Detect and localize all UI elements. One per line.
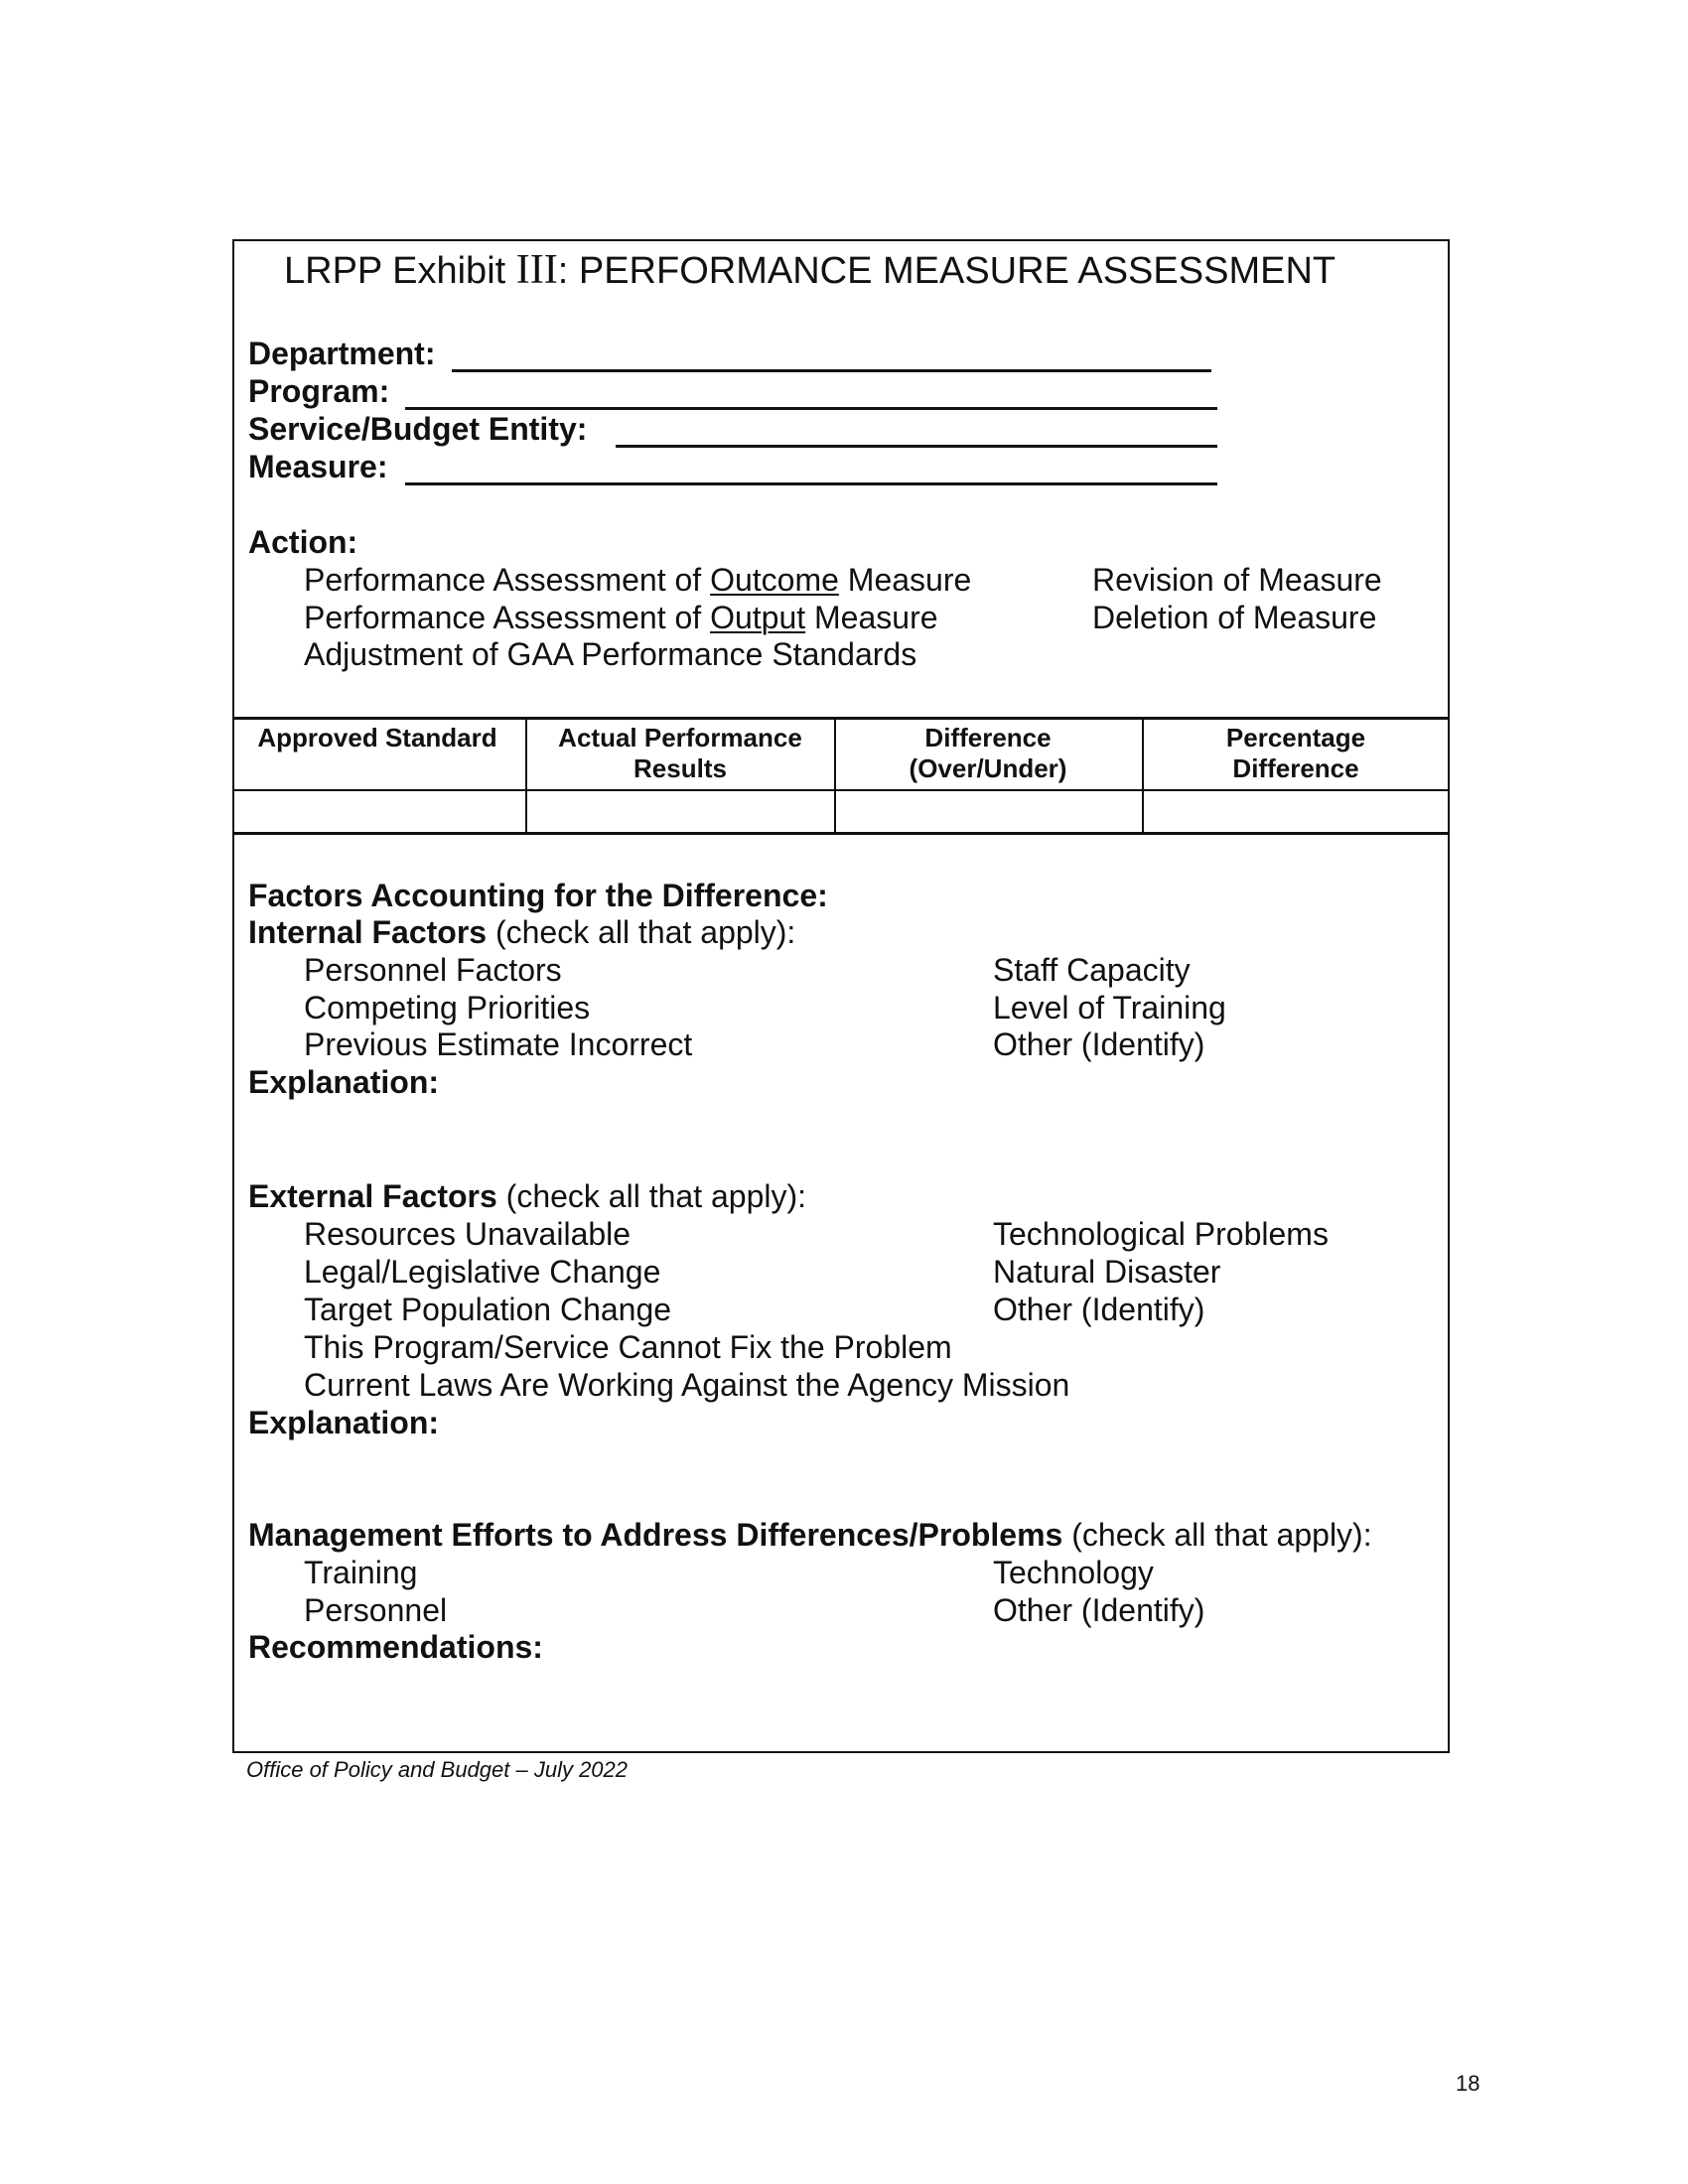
action-option-outcome[interactable]: Performance Assessment of Outcome Measure	[304, 562, 972, 598]
title-roman-numeral: III	[515, 247, 558, 293]
management-effort-item[interactable]: Other (Identify)	[993, 1592, 1205, 1628]
internal-factor-item[interactable]: Staff Capacity	[993, 952, 1191, 988]
measure-field-line[interactable]	[405, 482, 1217, 485]
external-factors-heading: External Factors (check all that apply):	[248, 1178, 807, 1214]
internal-factor-item[interactable]: Competing Priorities	[304, 990, 591, 1025]
program-field-line[interactable]	[405, 407, 1217, 410]
department-field-line[interactable]	[452, 369, 1211, 372]
internal-factor-item[interactable]: Level of Training	[993, 990, 1226, 1025]
measure-label: Measure:	[248, 449, 388, 484]
external-factor-item[interactable]: This Program/Service Cannot Fix the Problem	[304, 1329, 952, 1365]
cell-percentage-difference[interactable]	[1144, 792, 1448, 830]
col-header-approved-standard: Approved Standard	[257, 723, 497, 752]
internal-factor-item[interactable]: Other (Identify)	[993, 1026, 1205, 1062]
exhibit-title	[284, 246, 1336, 294]
table-top-border	[232, 717, 1450, 720]
management-effort-item[interactable]: Training	[304, 1555, 418, 1590]
action-label: Action:	[248, 524, 358, 560]
page-number: 18	[1456, 2071, 1480, 2096]
action-option-output[interactable]: Performance Assessment of Output Measure	[304, 600, 938, 635]
footer-source: Office of Policy and Budget – July 2022	[246, 1757, 629, 1782]
title-prefix: LRPP Exhibit	[284, 250, 516, 292]
col-header-difference: Difference (Over/Under)	[909, 723, 1067, 783]
service-budget-entity-label: Service/Budget Entity:	[248, 411, 588, 447]
action-option-adjustment[interactable]: Adjustment of GAA Performance Standards	[304, 636, 917, 672]
cell-difference[interactable]	[836, 792, 1141, 830]
internal-factors-heading: Internal Factors (check all that apply):	[248, 914, 796, 950]
recommendations-label: Recommendations:	[248, 1629, 543, 1665]
cell-approved-standard[interactable]	[234, 792, 524, 830]
cell-actual-performance[interactable]	[527, 792, 833, 830]
external-factor-item[interactable]: Legal/Legislative Change	[304, 1254, 661, 1290]
management-efforts-heading: Management Efforts to Address Differences/Problems (check all that apply):	[248, 1517, 1372, 1553]
col-header-actual-performance: Actual Performance Results	[558, 723, 802, 783]
action-option-revision[interactable]: Revision of Measure	[1092, 562, 1382, 598]
external-factor-item[interactable]: Resources Unavailable	[304, 1216, 632, 1252]
management-effort-item[interactable]: Technology	[993, 1555, 1154, 1590]
service-budget-entity-field-line[interactable]	[616, 445, 1217, 448]
col-header-percentage-difference: Percentage Difference	[1225, 723, 1366, 783]
external-factor-item[interactable]: Target Population Change	[304, 1292, 672, 1327]
external-explanation-label: Explanation:	[248, 1405, 440, 1440]
table-bottom-border	[232, 832, 1450, 835]
internal-factor-item[interactable]: Personnel Factors	[304, 952, 562, 988]
management-effort-item[interactable]: Personnel	[304, 1592, 448, 1628]
internal-factor-item[interactable]: Previous Estimate Incorrect	[304, 1026, 693, 1062]
factors-heading: Factors Accounting for the Difference:	[248, 878, 828, 913]
department-label: Department:	[248, 336, 436, 371]
external-factor-item[interactable]: Technological Problems	[993, 1216, 1329, 1252]
title-suffix: : PERFORMANCE MEASURE ASSESSMENT	[557, 250, 1336, 292]
external-factor-item[interactable]: Current Laws Are Working Against the Agency Mission	[304, 1367, 1070, 1403]
external-factor-item[interactable]: Natural Disaster	[993, 1254, 1221, 1290]
internal-explanation-label: Explanation:	[248, 1064, 440, 1100]
program-label: Program:	[248, 373, 390, 409]
external-factor-item[interactable]: Other (Identify)	[993, 1292, 1205, 1327]
action-option-deletion[interactable]: Deletion of Measure	[1092, 600, 1377, 635]
